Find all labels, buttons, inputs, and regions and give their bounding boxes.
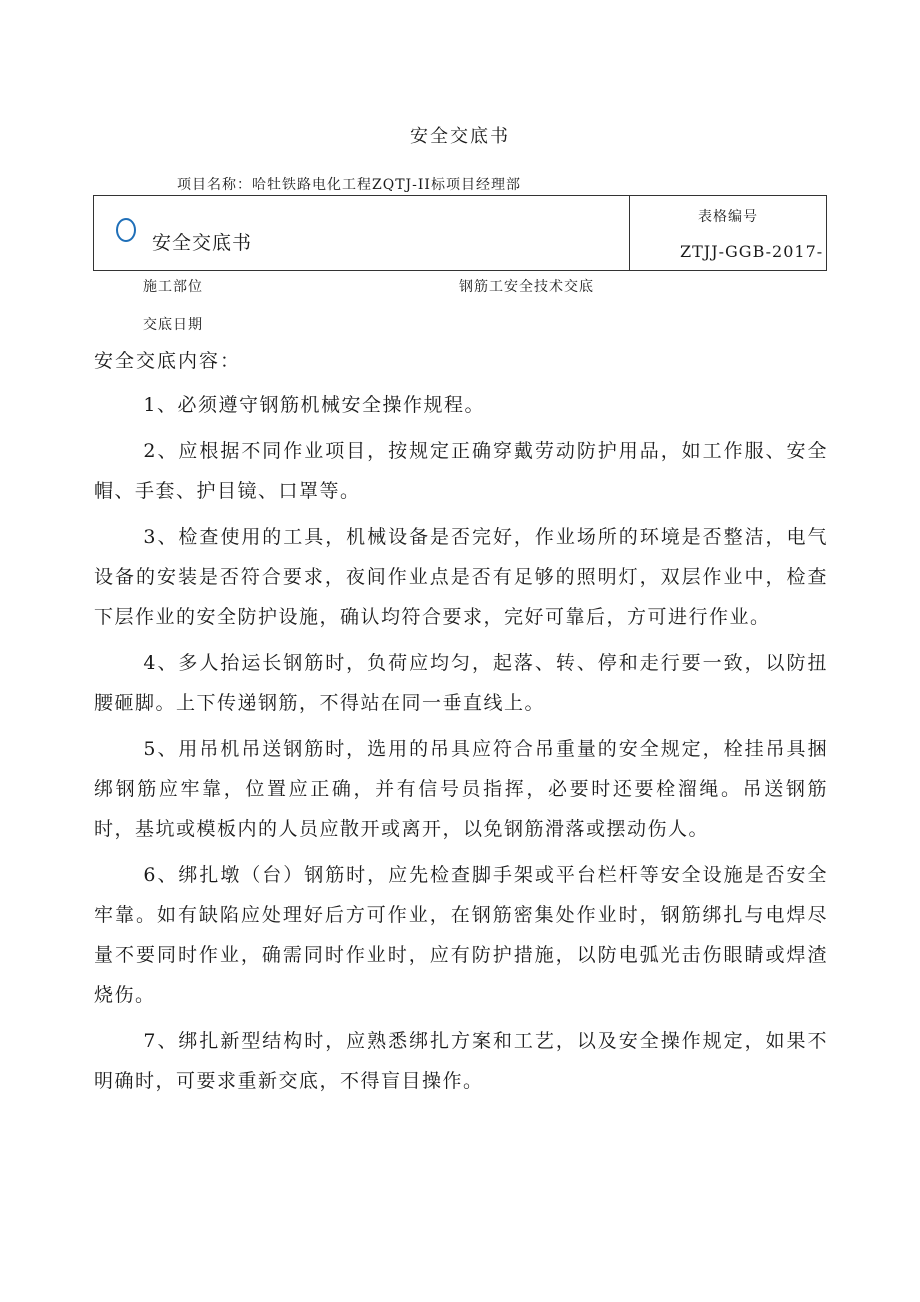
paragraph-6: 6、绑扎墩（台）钢筋时，应先检查脚手架或平台栏杆等安全设施是否安全牢靠。如有缺陷应处理好后方可作业，在钢筋密集处作业时，钢筋绑扎与电焊尽量不要同时作业，确需同时作业时，应有防护措施，以防电弧光击伤眼睛或焊渣烧伤。	[94, 864, 828, 1006]
paragraph-3: 3、检查使用的工具，机械设备是否完好，作业场所的环境是否整洁，电气设备的安装是否符合要求，夜间作业点是否有足够的照明灯，双层作业中，检查下层作业的安全防护设施，确认均符合要求，完好可靠后，方可进行作业。	[94, 526, 828, 628]
paragraph-2: 2、应根据不同作业项目，按规定正确穿戴劳动防护用品，如工作服、安全帽、手套、护目镜、口罩等。	[94, 440, 828, 502]
content-body	[94, 385, 828, 1107]
construction-site-value: 钢筋工安全技术交底	[459, 279, 594, 295]
form-number-value: ZTJJ-GGB-2017-	[680, 242, 824, 261]
header-doc-name: 安全交底书	[152, 232, 253, 254]
header-table	[93, 195, 827, 271]
document-title: 安全交底书	[410, 126, 510, 147]
paragraph-4: 4、多人抬运长钢筋时，负荷应均匀，起落、转、停和走行要一致，以防扭腰砸脚。上下传递钢筋，不得站在同一垂直线上。	[94, 652, 828, 714]
paragraph-5: 5、用吊机吊送钢筋时，选用的吊具应符合吊重量的安全规定，栓挂吊具捆绑钢筋应牢靠，位置应正确，并有信号员指挥，必要时还要栓溜绳。吊送钢筋时，基坑或模板内的人员应散开或离开，以免钢筋滑落或摆动伤人。	[94, 738, 828, 840]
paragraph-7: 7、绑扎新型结构时，应熟悉绑扎方案和工艺，以及安全操作规定，如果不明确时，可要求重新交底，不得盲目操作。	[94, 1030, 828, 1092]
project-name: 项目名称：哈牡铁路电化工程ZQTJ-II标项目经理部	[177, 177, 521, 193]
date-label: 交底日期	[143, 317, 203, 333]
paragraph-1: 1、必须遵守钢筋机械安全操作规程。	[143, 394, 485, 416]
header-divider	[629, 196, 630, 270]
form-number-label: 表格编号	[698, 209, 758, 225]
construction-site-label: 施工部位	[143, 279, 203, 295]
circle-icon	[116, 218, 136, 242]
content-heading: 安全交底内容：	[94, 350, 242, 372]
